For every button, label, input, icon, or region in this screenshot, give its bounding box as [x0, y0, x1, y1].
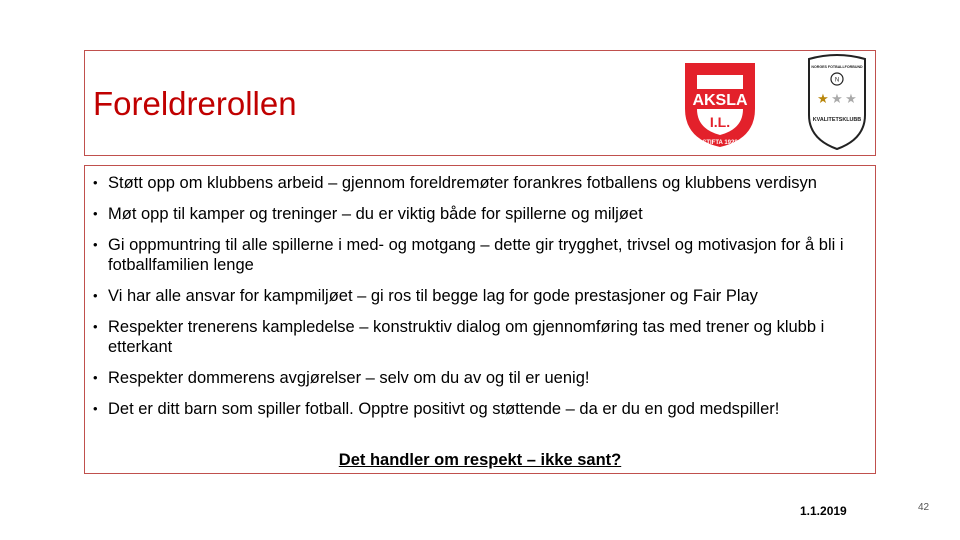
nff-quality-club-badge — [805, 53, 869, 151]
aksla-letters-text: I.L. — [709, 114, 731, 130]
svg-text:N: N — [834, 77, 840, 84]
aksla-name-text: AKSLA — [692, 92, 748, 109]
bullet-list — [93, 173, 863, 430]
bullet-item — [93, 286, 863, 306]
svg-text:★: ★ — [845, 91, 857, 106]
bullet-dot-icon: • — [93, 206, 98, 221]
bullet-dot-icon: • — [93, 319, 98, 334]
aksla-club-logo — [677, 57, 763, 149]
bullet-dot-icon: • — [93, 401, 98, 416]
bullet-text: Møt opp til kamper og treninger – du er viktig både for spillerne og miljøet — [108, 205, 643, 223]
bullet-text: Respekter dommerens avgjørelser – selv om du av og til er uenig! — [108, 369, 590, 387]
page-number: 42 — [918, 502, 930, 513]
bullet-text: Respekter trenerens kampledelse – konstruktiv dialog om gjennomføring tas med trener og klubb i etterkant — [108, 318, 825, 356]
closing-statement: Det handler om respekt – ikke sant? — [338, 451, 622, 469]
bullet-text: Gi oppmuntring til alle spillerne i med- og motgang – dette gir trygghet, trivsel og motivasjon for å bli i fotballfamilien lenge — [108, 236, 844, 274]
bullet-dot-icon: • — [93, 175, 98, 190]
nff-stars — [817, 91, 857, 106]
svg-text:★: ★ — [817, 91, 829, 106]
svg-text:★: ★ — [831, 91, 843, 106]
aksla-ring-text: STIFTA 1928 — [702, 140, 738, 146]
slide-title: Foreldrerollen — [93, 85, 297, 122]
nff-top-text: NORGES FOTBALLFORBUND — [811, 65, 863, 69]
bullet-dot-icon: • — [93, 288, 98, 303]
bullet-item — [93, 235, 863, 275]
bullet-item — [93, 317, 863, 357]
content-frame — [84, 165, 876, 474]
bullet-item — [93, 173, 863, 193]
bullet-item — [93, 368, 863, 388]
bullet-text: Vi har alle ansvar for kampmiljøet – gi ros til begge lag for gode prestasjoner og Fair Play — [108, 287, 758, 305]
bullet-text: Støtt opp om klubbens arbeid – gjennom foreldremøter forankres fotballens og klubbens verdisyn — [108, 174, 817, 192]
bullet-text: Det er ditt barn som spiller fotball. Opptre positivt og støttende – da er du en god medspiller! — [108, 400, 780, 418]
bullet-dot-icon: • — [93, 237, 98, 252]
bullet-item — [93, 399, 863, 419]
slide-date: 1.1.2019 — [800, 504, 847, 518]
bullet-dot-icon: • — [93, 370, 98, 385]
bullet-item — [93, 204, 863, 224]
nff-bottom-text: KVALITETSKLUBB — [812, 117, 862, 123]
title-frame — [84, 50, 876, 156]
